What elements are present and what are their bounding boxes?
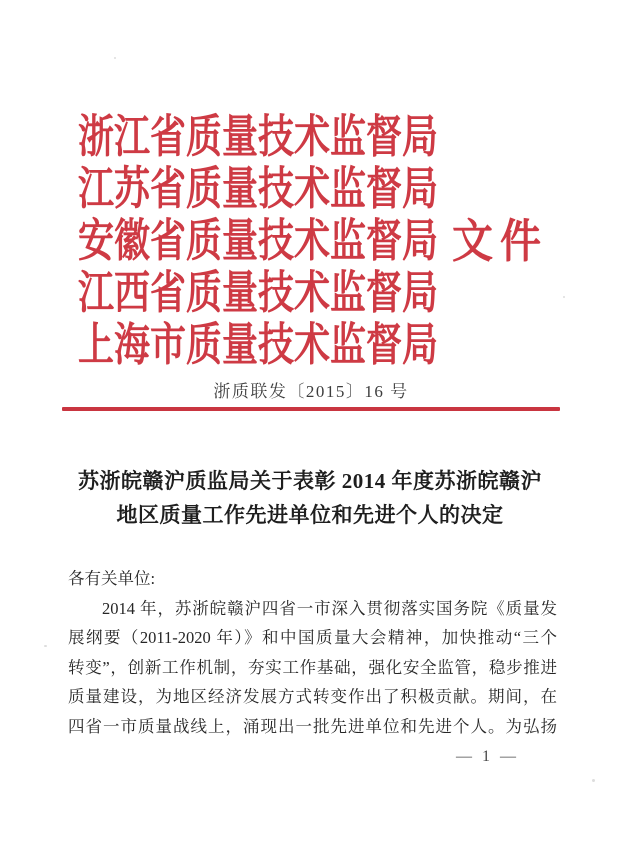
document-title-line-2: 地区质量工作先进单位和先进个人的决定 (116, 503, 504, 527)
letterhead-line-shanghai: 上海市质量技术监督局 (78, 318, 439, 370)
letterhead-line-jiangsu: 江苏省质量技术监督局 (78, 162, 439, 214)
body-line: 展纲要（2011-2020 年）》和中国质量大会精神，加快推动“三个 (68, 628, 557, 648)
scan-speck (563, 296, 565, 298)
body-line: 质量建设，为地区经济发展方式转变作出了积极贡献。期间，在 (68, 687, 557, 707)
red-separator-rule (62, 407, 560, 411)
document-title-line-1: 苏浙皖赣沪质监局关于表彰 2014 年度苏浙皖赣沪 (78, 469, 542, 493)
letterhead-line-jiangxi: 江西省质量技术监督局 (78, 266, 439, 318)
document-reference-number: 浙质联发〔2015〕16 号 (213, 382, 409, 401)
letterhead-row (78, 107, 548, 162)
scan-speck (592, 779, 595, 782)
body-line: 2014 年，苏浙皖赣沪四省一市深入贯彻落实国务院《质量发 (102, 598, 557, 618)
scan-speck (114, 57, 116, 59)
letterhead-row (78, 159, 548, 214)
letterhead-line-zhejiang: 浙江省质量技术监督局 (78, 110, 439, 162)
document-title (40, 464, 580, 532)
page-number: — 1 — (456, 748, 519, 765)
letterhead-row (78, 263, 548, 318)
salutation-line: 各有关单位: (68, 569, 156, 588)
letterhead-line-anhui: 安徽省质量技术监督局 (78, 214, 439, 266)
letterhead-row (78, 315, 548, 370)
body-paragraph (68, 564, 557, 742)
letterhead-row (78, 211, 549, 267)
body-line: 转变”，创新工作机制，夯实工作基础，强化安全监管，稳步推进 (68, 657, 557, 677)
body-line: 四省一市质量战线上，涌现出一批先进单位和先进个人。为弘扬 (68, 716, 557, 736)
letterhead-block (78, 107, 549, 370)
letterhead-suffix-wenjian: 文件 (452, 215, 549, 267)
scan-speck (44, 645, 47, 647)
